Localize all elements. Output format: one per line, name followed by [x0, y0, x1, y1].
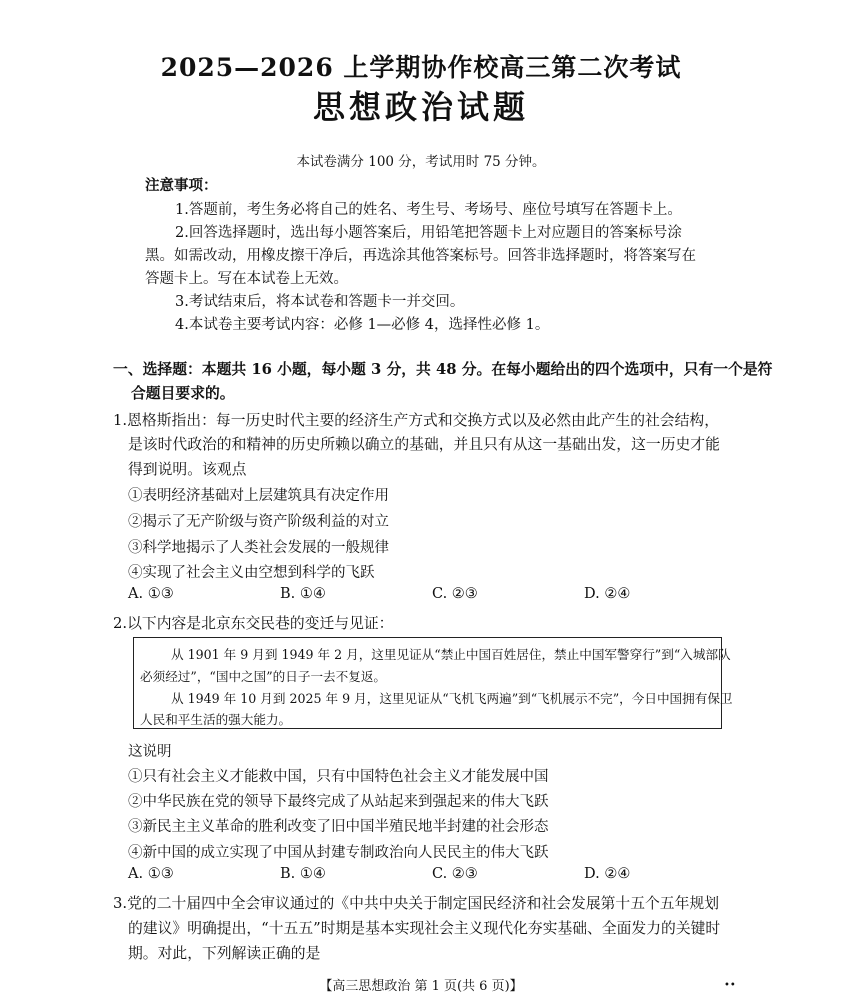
- exam-title-subject: 思想政治试题: [312, 88, 529, 126]
- q2-material-line: 人民和平生活的强大能力。: [140, 712, 292, 727]
- q2-material-box: [133, 637, 733, 729]
- q2-item: ④新中国的成立实现了中国从封建专制政治向人民民主的伟大飞跃: [128, 845, 549, 861]
- notes-line: 1.答题前，考生务必将自己的姓名、考生号、考场号、座位号填写在答题卡上。: [175, 202, 682, 218]
- q3-stem: 的建议》明确提出，“十五五”时期是基本实现社会主义现代化夯实基础、全面发力的关键时: [128, 920, 721, 937]
- q1-item: ②揭示了无产阶级与资产阶级利益的对立: [128, 514, 389, 530]
- q1-choice-a: A. ①③: [128, 586, 174, 602]
- q2-prompt: 这说明: [128, 744, 172, 760]
- notes-line: 答题卡上。写在本试卷上无效。: [145, 271, 348, 287]
- footer-mark: ••: [724, 980, 736, 991]
- notes-line: 黑。如需改动，用橡皮擦干净后，再选涂其他答案标号。回答非选择题时，将答案写在: [145, 248, 696, 264]
- q2-item: ③新民主主义革命的胜利改变了旧中国半殖民地半封建的社会形态: [128, 819, 549, 835]
- q2-item: ①只有社会主义才能救中国，只有中国特色社会主义才能发展中国: [128, 769, 549, 785]
- page-footer: 【高三思想政治 第 1 页(共 6 页)】: [319, 979, 523, 994]
- q1-item: ④实现了社会主义由空想到科学的飞跃: [128, 565, 375, 581]
- q1-stem: 得到说明。该观点: [128, 461, 247, 478]
- q1-choice-b: B. ①④: [280, 586, 326, 602]
- notes-heading: 注意事项：: [145, 177, 218, 194]
- q2-material-line: 从 1949 年 10 月到 2025 年 9 月，这里见证从“飞机飞两遍”到“飞机展示不完”，今日中国拥有保卫: [171, 691, 733, 706]
- q1-choice-c: C. ②③: [432, 586, 478, 602]
- q2-material-line: 从 1901 年 9 月到 1949 年 2 月，这里见证从“禁止中国百姓居住，禁止中国军警穿行”到“入城部队: [171, 647, 731, 662]
- notes-line: 4.本试卷主要考试内容：必修 1—必修 4，选择性必修 1。: [175, 317, 550, 333]
- q1-choice-d: D. ②④: [584, 586, 631, 602]
- q2-choice-a: A. ①③: [128, 866, 174, 882]
- notes-line: 2.回答选择题时，选出每小题答案后，用铅笔把答题卡上对应题目的答案标号涂: [175, 225, 682, 241]
- q1-stem: 1.恩格斯指出：每一历史时代主要的经济生产方式和交换方式以及必然由此产生的社会结构，: [113, 412, 719, 429]
- q3-stem: 3.党的二十届四中全会审议通过的《中共中央关于制定国民经济和社会发展第十五个五年规划: [113, 895, 719, 912]
- q2-choice-c: C. ②③: [432, 866, 478, 882]
- q1-item: ③科学地揭示了人类社会发展的一般规律: [128, 540, 389, 556]
- q3-stem: 期。对此，下列解读正确的是: [128, 945, 321, 962]
- q2-choice-b: B. ①④: [280, 866, 326, 882]
- notes-line: 3.考试结束后，将本试卷和答题卡一并交回。: [175, 294, 465, 310]
- section-heading: 一、选择题：本题共 16 小题，每小题 3 分，共 48 分。在每小题给出的四个选项中，只有一个是符: [113, 361, 773, 378]
- exam-subtitle: 本试卷满分 100 分，考试用时 75 分钟。: [296, 154, 546, 170]
- q2-stem: 2.以下内容是北京东交民巷的变迁与见证：: [113, 615, 394, 632]
- q2-item: ②中华民族在党的领导下最终完成了从站起来到强起来的伟大飞跃: [128, 794, 549, 810]
- section-heading-cont: 合题目要求的。: [131, 385, 235, 402]
- exam-title-line1: 2025—2026 上学期协作校高三第二次考试: [160, 53, 682, 82]
- q1-stem: 是该时代政治的和精神的历史所赖以确立的基础，并且只有从这一基础出发，这一历史才能: [128, 436, 720, 453]
- q2-choice-d: D. ②④: [584, 866, 631, 882]
- q1-item: ①表明经济基础对上层建筑具有决定作用: [128, 488, 389, 504]
- q2-material-line: 必须经过”，“国中之国”的日子一去不复返。: [140, 669, 387, 684]
